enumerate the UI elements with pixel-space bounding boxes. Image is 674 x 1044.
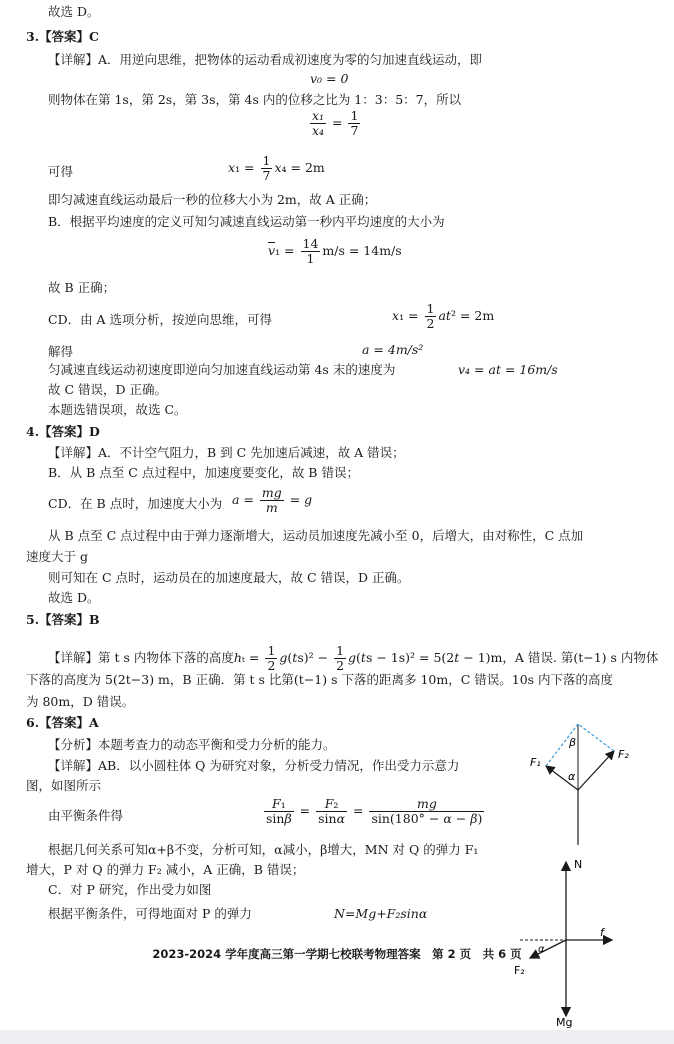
text-line: CD．由 A 选项分析，按逆向思维，可得 (48, 312, 273, 327)
text-line: C．对 P 研究，作出受力如图 (48, 882, 212, 897)
formula-v0: v₀ = 0 (310, 71, 349, 86)
text-line (48, 644, 658, 673)
text-line: CD．在 B 点时，加速度大小为 (48, 496, 223, 511)
text-line: 匀减速直线运动初速度即逆向匀加速直线运动第 4s 末的速度为 (48, 362, 396, 377)
n-label: N (574, 858, 583, 871)
formula-normal-force: N=Mg+F₂sinα (334, 906, 428, 921)
text-line: 图，如图所示 (26, 778, 102, 793)
mg-label: Mg (556, 1016, 573, 1028)
formula-a-equals-g: a = $\frac{mg}{m}$ = g (232, 485, 313, 515)
text-line: 可得 (48, 164, 74, 179)
text-line: 速度大于 g (26, 549, 88, 564)
text-line: 根据几何关系可知α+β不变，分析可知，α减小，β增大，MN 对 Q 的弹力 F₁ (48, 842, 479, 857)
alpha-label: α (568, 770, 576, 783)
text-line: 下落的高度为 5(2t−3) m，B 正确．第 t s 比第(t−1) s 下落的距离多 10m，C 错误。10s 内下落的高度 (26, 672, 614, 687)
text-segment: 【详解】第 t s 内物体下落的高度 (48, 650, 234, 665)
formula-acceleration: a = 4m/s² (362, 342, 424, 357)
question-6-answer-heading: 6.【答案】A (26, 715, 99, 730)
text-line: 则物体在第 1s，第 2s，第 3s，第 4s 内的位移之比为 1：3：5：7，所以 (48, 92, 462, 107)
text-line: 故 C 错误，D 正确。 (48, 382, 168, 397)
formula-sine-rule: $\frac{\text{F₁}}{\sin\beta}$ = $\frac{\text{F₂}}{\sin\alpha}$ = $\frac{mg}{\sin(180^\circ - \alpha - \beta)}$ (266, 796, 483, 826)
dashed-construction-line (578, 724, 614, 751)
f2-label: F₂ (618, 748, 629, 761)
f-label: f (600, 926, 604, 939)
page-footer: 2023-2024 学年度高三第一学期七校联考物理答案 第 2 页 共 6 页 (152, 947, 522, 961)
force-f2-arrow (578, 751, 614, 790)
text-line: 从 B 点至 C 点过程中由于弹力逐渐增大，运动员加速度先减小至 0，后增大，由对称性，C 点加 (48, 528, 584, 543)
text-line: B．根据平均速度的定义可知匀减速直线运动第一秒内平均速度的大小为 (48, 214, 445, 229)
alpha-label: α (538, 944, 545, 955)
text-segment: ，A 错误. 第(t−1) s 内物体 (502, 650, 659, 665)
text-line: 【分析】本题考查力的动态平衡和受力分析的能力。 (48, 737, 336, 752)
text-line: 【详解】AB．以小圆柱体 Q 为研究对象，分析受力情况，作出受力示意力 (48, 758, 460, 773)
text-line: 故选 D。 (48, 590, 100, 605)
force-f2-arrow (530, 940, 566, 958)
force-diagram-p (500, 848, 630, 1028)
formula-x1: x₁ = $\frac{1}{7}$ x₄ = 2m (228, 153, 325, 183)
formula-v4: v₄ = at = 16m/s (458, 362, 558, 377)
f2-label: F₂ (514, 964, 525, 977)
text-line: 由平衡条件得 (48, 808, 124, 823)
formula-x1-kinematic: x₁ = $\frac{1}{2}$ at² = 2m (392, 301, 495, 331)
text-line: 本题选错误项，故选 C。 (48, 402, 187, 417)
formula-height: hₜ = $\frac{1}{2}$ g(ts)² − $\frac{1}{2}$ g(ts − 1s)² = 5(2t − 1)m (233, 643, 503, 673)
text-line: 为 80m，D 错误。 (26, 694, 135, 709)
text-line: 解得 (48, 344, 74, 359)
text-line: 故 B 正确； (48, 280, 116, 295)
viewer-bottom-band (0, 1030, 674, 1044)
text-line: 故选 D。 (48, 4, 100, 19)
text-line: 即匀减速直线运动最后一秒的位移大小为 2m，故 A 正确； (48, 192, 377, 207)
text-line: 【详解】A．不计空气阻力，B 到 C 先加速后减速，故 A 错误； (48, 445, 405, 460)
beta-label: β (569, 736, 577, 749)
question-4-answer-heading: 4.【答案】D (26, 424, 100, 439)
text-line: B．从 B 点至 C 点过程中，加速度要变化，故 B 错误； (48, 465, 359, 480)
text-line: 【详解】A．用逆向思维，把物体的运动看成初速度为零的匀加速直线运动，即 (48, 52, 483, 67)
question-3-answer-heading: 3.【答案】C (26, 29, 99, 44)
text-line: 根据平衡条件，可得地面对 P 的弹力 (48, 906, 252, 921)
text-line: 增大，P 对 Q 的弹力 F₂ 减小，A 正确，B 错误； (26, 862, 305, 877)
force-diagram-q (528, 720, 638, 845)
question-5-answer-heading: 5.【答案】B (26, 612, 100, 627)
text-line: 则可知在 C 点时，运动员在的加速度最大，故 C 错误，D 正确。 (48, 570, 410, 585)
f1-label: F₁ (530, 756, 541, 769)
formula-ratio: $\frac{\text{x₁}}{\text{x₄}}$ = $\frac{1}{7}$ (312, 108, 359, 138)
formula-average-velocity: $\overline{v}_1$ = $\frac{14}{1}$ m/s = 14m/s (268, 236, 402, 266)
